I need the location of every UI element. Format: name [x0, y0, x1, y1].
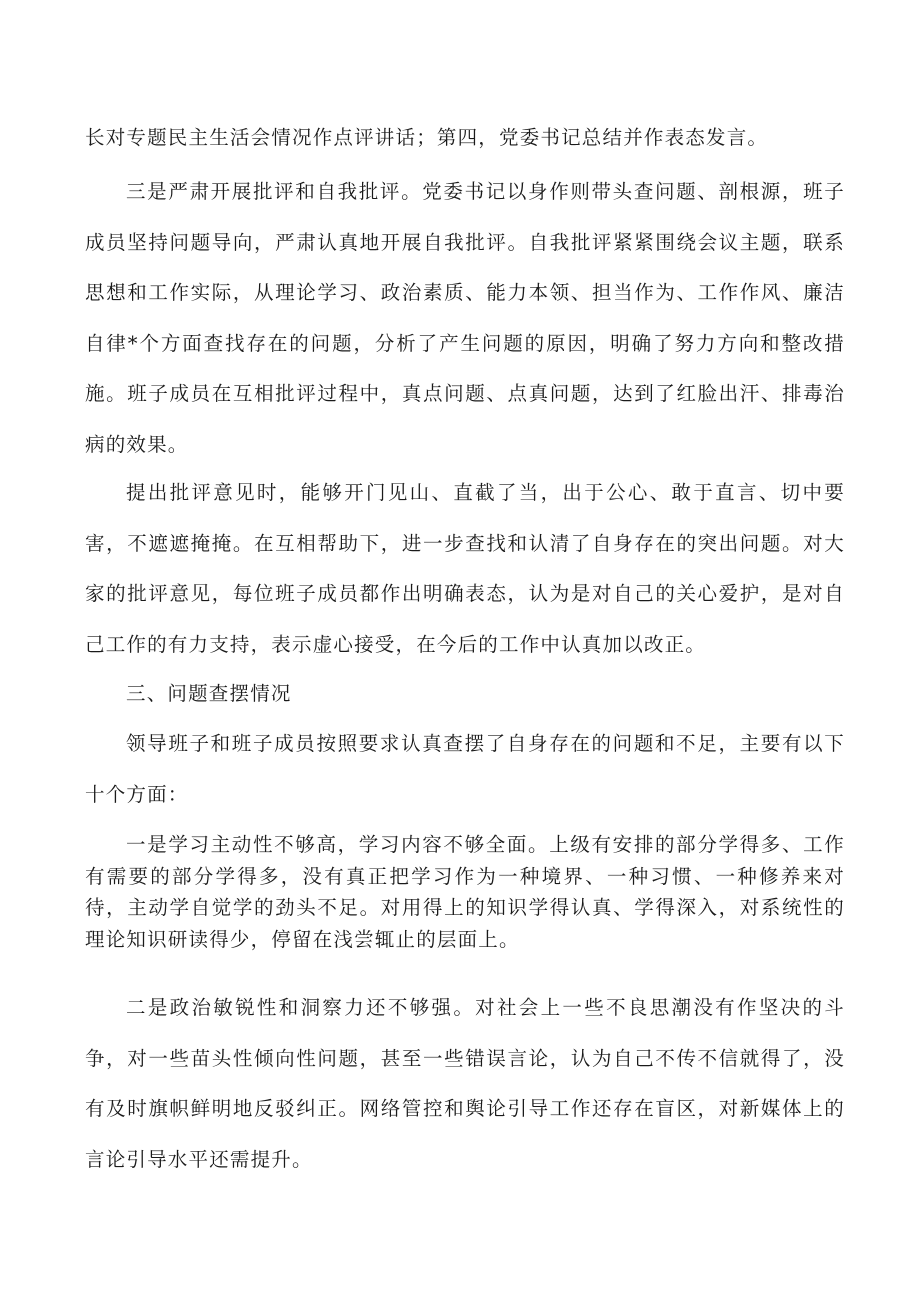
paragraph-opinions: 提出批评意见时，能够开门见山、直截了当，出于公心、敢于直言、切中要害，不遮遮掩掩。在互相帮助下，进一步查找和认清了自身存在的突出问题。对大家的批评意见，每位班子成员都作出明确表态，认为是对自己的关心爱护，是对自己工作的有力支持，表示虚心接受，在今后的工作中认真加以改正。 [85, 481, 845, 656]
paragraph-intro: 领导班子和班子成员按照要求认真查摆了自身存在的问题和不足，主要有以下十个方面： [85, 732, 845, 806]
paragraph-criticism: 三是严肃开展批评和自我批评。党委书记以身作则带头查问题、剖根源，班子成员坚持问题导向，严肃认真地开展自我批评。自我批评紧紧围绕会议主题，联系思想和工作实际，从理论学习、政治素质、能力本领、担当作为、工作作风、廉洁自律*个方面查找存在的问题，分析了产生问题的原因，明确了努力方向和整改措施。班子成员在互相批评过程中，真点问题、点真问题，达到了红脸出汗、排毒治病的效果。 [85, 180, 845, 456]
paragraph-point-one: 一是学习主动性不够高，学习内容不够全面。上级有安排的部分学得多、工作有需要的部分学得多，没有真正把学习作为一种境界、一种习惯、一种修养来对待，主动学自觉学的劲头不足。对用得上的知识学得认真、学得深入，对系统性的理论知识研读得少，停留在浅尝辄止的层面上。 [85, 833, 845, 951]
section-heading: 三、问题查摆情况 [126, 682, 292, 705]
paragraph-continuation: 长对专题民主生活会情况作点评讲话；第四，党委书记总结并作表态发言。 [85, 126, 769, 149]
paragraph-point-two: 二是政治敏锐性和洞察力还不够强。对社会上一些不良思潮没有作坚决的斗争，对一些苗头性倾向性问题，甚至一些错误言论，认为自己不传不信就得了，没有及时旗帜鲜明地反驳纠正。网络管控和舆论引导工作还存在盲区，对新媒体上的言论引导水平还需提升。 [85, 996, 845, 1171]
